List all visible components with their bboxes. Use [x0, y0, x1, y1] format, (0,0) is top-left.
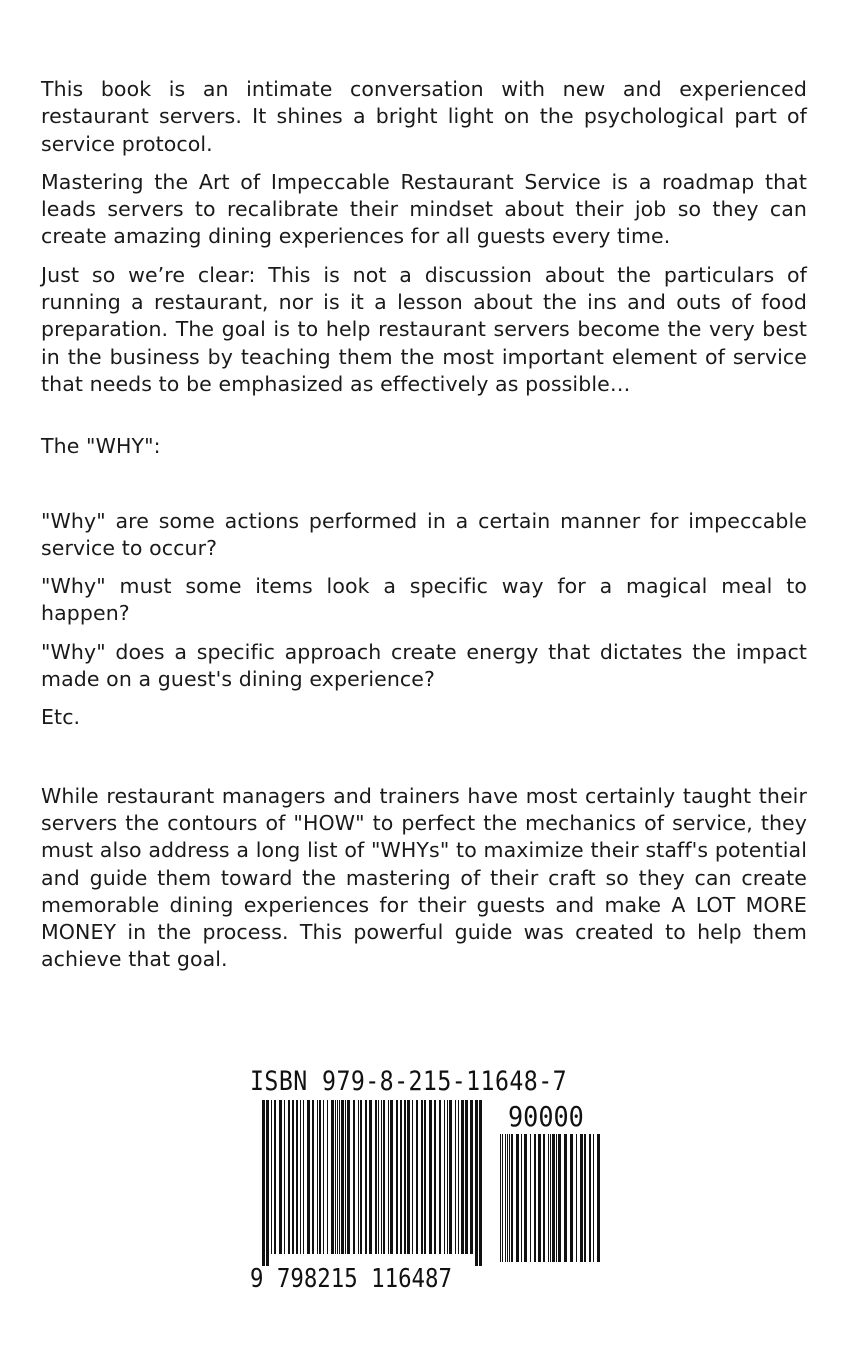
barcode-bar [319, 1100, 321, 1254]
barcode-bar [500, 1134, 501, 1262]
barcode-bar [580, 1134, 583, 1262]
barcode-bar [556, 1134, 557, 1262]
barcode-bar [444, 1100, 445, 1254]
why-heading: The "WHY": [41, 434, 161, 459]
barcode-bar [534, 1134, 536, 1262]
barcode-bar [381, 1100, 382, 1254]
barcode-bar [439, 1100, 441, 1254]
barcode-bar [521, 1134, 522, 1262]
barcode-bar [317, 1100, 318, 1254]
isbn-label: ISBN 979-8-215-11648-7 [250, 1066, 568, 1097]
barcode-bar [369, 1100, 372, 1254]
barcode-bar [323, 1100, 324, 1254]
barcode-bar [300, 1100, 301, 1254]
barcode-bar [404, 1100, 406, 1254]
barcode-bar [345, 1100, 346, 1254]
barcode-bar [502, 1134, 503, 1262]
barcode-bar [396, 1100, 398, 1254]
barcode-bar [458, 1100, 459, 1254]
etc-line: Etc. [41, 705, 81, 730]
barcode-bar [558, 1134, 561, 1262]
barcode-bar [407, 1100, 410, 1254]
barcode-bar [447, 1100, 448, 1254]
barcode-bar [312, 1100, 314, 1254]
barcode-bar [538, 1134, 541, 1262]
barcode-bar [331, 1100, 334, 1254]
barcode-bar [271, 1100, 272, 1254]
barcode-bar [434, 1100, 436, 1254]
barcode-bar [335, 1100, 336, 1254]
barcode-bar [412, 1100, 413, 1254]
barcode-bar [375, 1100, 377, 1254]
barcode-bar [570, 1134, 573, 1262]
barcode-bar [292, 1100, 294, 1254]
barcode-bar [511, 1134, 513, 1262]
barcode-bar [550, 1134, 551, 1262]
barcode-bar [353, 1100, 355, 1254]
barcode-bar [593, 1134, 594, 1262]
addon-price-code: 90000 [508, 1100, 584, 1133]
barcode-bar [479, 1100, 482, 1266]
barcode-bar [279, 1100, 282, 1254]
barcode-bar [421, 1100, 423, 1254]
barcode-bar [262, 1100, 265, 1266]
barcode-bar [390, 1100, 393, 1254]
barcode-bar [461, 1100, 464, 1254]
barcode-bar [507, 1134, 508, 1262]
intro-paragraph: This book is an intimate conversation with new and experienced restaurant servers. It shines a bright light on the psychological part of service protocol. [41, 77, 807, 156]
barcode-bar [465, 1100, 468, 1254]
barcode-bar [274, 1100, 276, 1254]
barcode-bar [266, 1100, 269, 1266]
barcode-bar [327, 1100, 328, 1254]
barcode-bar [564, 1134, 567, 1262]
why-question-2: "Why" must some items look a specific way for a magical meal to happen? [41, 574, 807, 626]
barcode-bar [576, 1134, 577, 1262]
barcode-bar [449, 1100, 452, 1254]
barcode-bar [400, 1100, 402, 1254]
barcode-bar [388, 1100, 389, 1254]
barcode-bar [509, 1134, 510, 1262]
barcode-bar [284, 1100, 285, 1254]
barcode-bar [378, 1100, 379, 1254]
ean-digits: 9 798215 116487 [250, 1264, 452, 1294]
isbn-barcode [250, 1066, 610, 1296]
barcode-bar [337, 1100, 338, 1254]
barcode-bar [296, 1100, 298, 1254]
barcode-bar [303, 1100, 304, 1254]
barcode-bar [589, 1134, 591, 1262]
barcode-bar [516, 1134, 519, 1262]
barcode-bar [383, 1100, 385, 1254]
barcode-bar [524, 1134, 527, 1262]
barcode-bar [543, 1134, 545, 1262]
barcode-bar [470, 1100, 473, 1254]
barcode-bar [416, 1100, 418, 1254]
barcode-bar [341, 1100, 344, 1254]
barcode-bar [360, 1100, 362, 1254]
barcode-bar [288, 1100, 290, 1254]
why-question-1: "Why" are some actions performed in a certain manner for impeccable service to occur? [41, 508, 807, 560]
closing-paragraph: While restaurant managers and trainers have most certainly taught their servers the contours of "HOW" to perfect the mechanics of service, they must also address a long list of "WHYs" to maximize their staff's potential and guide them toward the mastering of their craft so they can create memorable dining experiences for their guests and make A LOT MORE MONEY in the process. This powerful guide was created to help them achieve that goal. [41, 783, 807, 972]
barcode-bar [424, 1100, 426, 1254]
barcode-bar [530, 1134, 531, 1262]
barcode-bar [597, 1134, 600, 1262]
why-question-3: "Why" does a specific approach create energy that dictates the impact made on a guest's dining experience? [41, 639, 807, 692]
barcode-bar [475, 1100, 478, 1266]
barcode-bar [358, 1100, 359, 1254]
barcode-bar [365, 1100, 367, 1254]
roadmap-paragraph: Mastering the Art of Impeccable Restaurant Service is a roadmap that leads servers to recalibrate their mindset about their job so they can create amazing dining experiences for all guests every time. [41, 169, 807, 249]
barcode-bar [339, 1100, 340, 1254]
back-cover-text [41, 76, 807, 985]
barcode-bar [552, 1134, 555, 1262]
barcode-bar [307, 1100, 310, 1254]
barcode-bar [347, 1100, 350, 1254]
barcode-bar [455, 1100, 456, 1254]
barcode-bar [584, 1134, 586, 1262]
clarification-paragraph: Just so we’re clear: This is not a discussion about the particulars of running a restaurant, nor is it a lesson about the ins and outs of food preparation. The goal is to help restaurant servers become the very best in the business by teaching them the most important element of service that needs to be emphasized as effectively as possible… [41, 262, 807, 396]
barcode-bar [548, 1134, 549, 1262]
barcode-bar [505, 1134, 506, 1262]
barcode-bar [429, 1100, 432, 1254]
